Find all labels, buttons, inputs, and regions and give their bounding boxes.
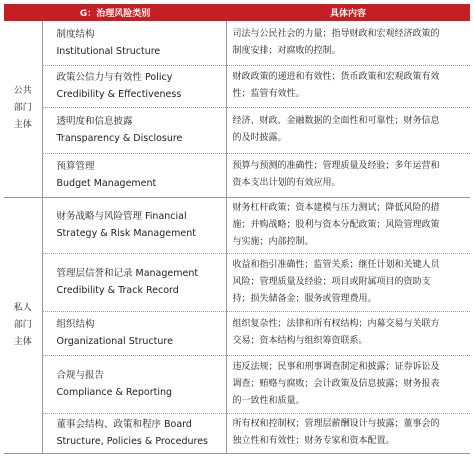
content-cell: [226, 107, 470, 153]
content-line: 违反法规；民事和刑事调查制定和披露；证券诉讼及: [232, 361, 440, 372]
content-cell: [226, 65, 470, 107]
content-line: 的一致性和质量。: [232, 395, 305, 406]
table-header: [4, 4, 470, 21]
table-row: [4, 197, 470, 253]
category-cn: 董事会结构、政策和程序 Board: [56, 419, 192, 430]
category-cn: 政策公信力与有效性 Policy: [56, 72, 173, 83]
category-cell: [42, 153, 226, 197]
content-line: 与实施；内部控制。: [232, 236, 314, 247]
category-cn: 组织结构: [56, 319, 95, 330]
content-line: 的及时披露。: [232, 133, 287, 143]
category-cell: [42, 107, 226, 153]
group-private-line: 部门: [13, 319, 32, 330]
header-content: 具体内容: [226, 4, 470, 21]
category-en: Credibility & Effectiveness: [56, 89, 182, 100]
content-line: 经济、财政、金融数据的全面性和可靠性；财务信息: [232, 116, 440, 126]
content-cell: [226, 355, 470, 413]
category-en: Structure, Policies & Procedures: [56, 436, 208, 447]
content-line: 预算与预测的准确性；管理质量及经验；多年运营和: [232, 161, 440, 171]
content-cell: [226, 197, 470, 253]
group-public-line: 公共: [13, 86, 32, 97]
category-cell: [42, 65, 226, 107]
table-row: [4, 355, 470, 413]
content-line: 财政政策的递进和有效性；货币政策和宏观政策有效: [232, 72, 440, 82]
category-cn: 预算管理: [56, 161, 95, 172]
content-line: 制度安排；对腐败的控制。: [232, 45, 341, 56]
category-en: Credibility & Track Record: [56, 285, 179, 296]
content-line: 交易；资本结构与组织筹资联系。: [232, 336, 368, 346]
group-private-line: 私人: [13, 302, 32, 313]
category-cell: [42, 197, 226, 253]
table-row: [4, 311, 470, 355]
category-cn: 财务战略与风险管理 Financial: [56, 211, 187, 222]
content-line: 风险；管理质量及经验；项目或附属项目的资助支: [232, 276, 431, 287]
content-line: 组织复杂性；法律和所有权结构；内幕交易与关联方: [232, 319, 440, 329]
category-en: Strategy & Risk Management: [56, 228, 196, 239]
content-line: 所有权和控制权；管理层薪酬设计与披露；董事会的: [232, 419, 440, 429]
content-line: 施；并购战略；股利与资本分配政策；风险管理政策: [232, 219, 440, 230]
category-en: Institutional Structure: [56, 45, 161, 57]
group-label-public: [4, 21, 42, 197]
table-row: [4, 107, 470, 153]
content-line: 财务杠杆政策；资本建模与压力测试；降低风险的措: [232, 202, 440, 213]
category-cn: 管理层信誉和记录 Management: [56, 268, 199, 279]
group-public-line: 部门: [13, 103, 32, 114]
category-en: Compliance & Reporting: [56, 387, 173, 398]
group-public-line: 主体: [13, 120, 32, 131]
table-row: [4, 253, 470, 311]
content-cell: [226, 311, 470, 355]
governance-risk-table: [4, 4, 470, 454]
category-cell: [42, 21, 226, 65]
content-line: 资本支出计划的有效应用。: [232, 178, 341, 188]
table-row: [4, 21, 470, 65]
category-cell: [42, 253, 226, 311]
category-cell: [42, 355, 226, 413]
table-row: [4, 413, 470, 453]
content-line: 独立性和有效性；财务专家和资本配置。: [232, 436, 395, 446]
content-line: 持；损失储备金；服务或管理费用。: [232, 293, 377, 304]
content-line: 收益和指引准确性；监管关系；继任计划和关键人员: [232, 259, 440, 270]
content-cell: [226, 253, 470, 311]
table-row: [4, 65, 470, 107]
category-en: Organizational Structure: [56, 336, 173, 347]
content-line: 调查；贿赂与腐败；会计政策及信息披露；财务报表: [232, 378, 440, 389]
content-cell: [226, 153, 470, 197]
content-cell: [226, 413, 470, 453]
table-row: [4, 153, 470, 197]
category-cn: 透明度和信息披露: [56, 116, 133, 127]
category-cn: 合规与报告: [56, 370, 105, 381]
category-en: Transparency & Disclosure: [56, 133, 183, 144]
category-cell: [42, 311, 226, 355]
group-label-private: [4, 197, 42, 453]
category-en: Budget Management: [56, 178, 157, 189]
group-private-line: 主体: [13, 336, 32, 347]
content-cell: [226, 21, 470, 65]
header-category: G：治理风险类别: [4, 4, 226, 21]
category-cn: 制度结构: [56, 28, 95, 40]
category-cell: [42, 413, 226, 453]
content-line: 司法与公民社会的力量；指导财政和宏观经济政策的: [232, 28, 440, 39]
content-line: 性；监管有效性。: [232, 89, 305, 99]
